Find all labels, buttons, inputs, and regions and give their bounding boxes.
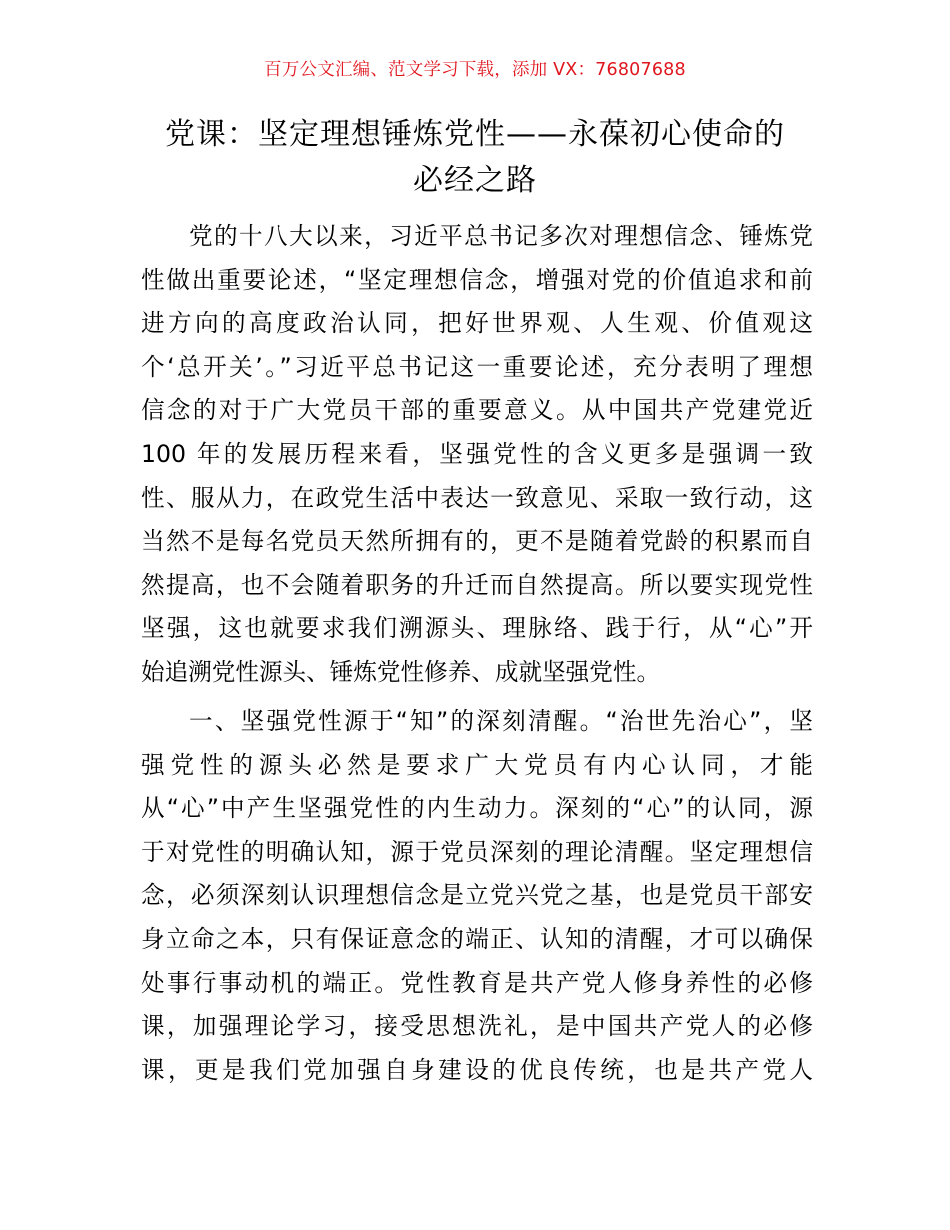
paragraph-line: 进方向的高度政治认同，把好世界观、人生观、价值观这 (141, 309, 813, 338)
paragraph-line: 个‘总开关’。”习近平总书记这一重要论述，充分表明了理想 (141, 352, 813, 381)
paragraph-line: 然提高，也不会随着职务的升迁而自然提高。所以要实现党性 (141, 570, 813, 599)
title-line: 必经之路 (413, 163, 537, 198)
watermark-header: 百万公文汇编、范文学习下载，添加 VX：76807688 (264, 60, 686, 80)
paragraph-line: 身立命之本，只有保证意念的端正、认知的清醒，才可以确保 (141, 924, 813, 953)
paragraph-line: 处事行事动机的端正。党性教育是共产党人修身养性的必修 (141, 968, 813, 997)
paragraph-line: 于对党性的明确认知，源于党员深刻的理论清醒。坚定理想信 (141, 837, 813, 866)
paragraph-line: 课，加强理论学习，接受思想洗礼，是中国共产党人的必修 (141, 1012, 813, 1041)
paragraph-line: 课，更是我们党加强自身建设的优良传统，也是共产党人 (141, 1055, 813, 1084)
paragraph-line: 党的十八大以来，习近平总书记多次对理想信念、锤炼党 (189, 222, 813, 250)
paragraph-line: 一、坚强党性源于“知”的深刻清醒。“治世先治心”，坚 (189, 707, 813, 735)
document-title (120, 112, 830, 204)
paragraph-section-one (141, 700, 813, 1092)
paragraph-line: 当然不是每名党员天然所拥有的，更不是随着党龄的积累而自 (141, 527, 813, 556)
title-line: 党课：坚定理想锤炼党性——永葆初心使命的 (165, 117, 785, 152)
paragraph-line: 信念的对于广大党员干部的重要意义。从中国共产党建党近 (141, 396, 813, 425)
paragraph-line: 性、服从力，在政党生活中表达一致意见、采取一致行动，这 (141, 483, 813, 512)
paragraph-line: 念，必须深刻认识理想信念是立党兴党之基，也是党员干部安 (141, 881, 813, 910)
paragraph-line: 坚强，这也就要求我们溯源头、理脉络、践于行，从“心”开 (141, 614, 813, 643)
paragraph-line: 性做出重要论述，“坚定理想信念，增强对党的价值追求和前 (141, 265, 813, 294)
paragraph-intro (141, 215, 813, 695)
paragraph-line: 始追溯党性源头、锤炼党性修养、成就坚强党性。 (141, 657, 661, 686)
paragraph-line: 从“心”中产生坚强党性的内生动力。深刻的“心”的认同，源 (141, 794, 813, 823)
paragraph-line: 100 年的发展历程来看，坚强党性的含义更多是强调一致 (141, 439, 813, 468)
paragraph-line: 强党性的源头必然是要求广大党员有内心认同，才能 (141, 750, 813, 779)
